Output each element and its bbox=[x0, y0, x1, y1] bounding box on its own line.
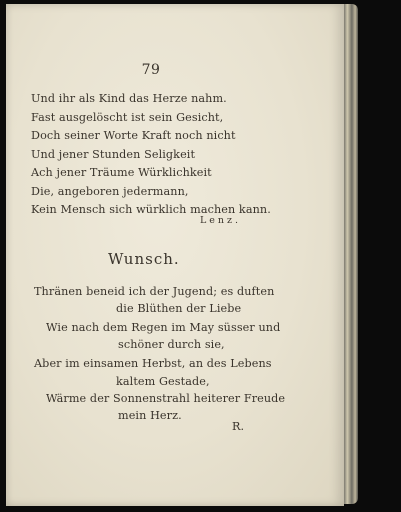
poem2-line: Aber im einsamen Herbst, an des Lebens bbox=[34, 357, 272, 370]
poem1-author: Lenz. bbox=[200, 215, 242, 226]
poem1-line: Kein Mensch sich würklich machen kann. bbox=[31, 203, 271, 216]
page-number: 79 bbox=[141, 62, 161, 78]
poem2-line: Wie nach dem Regen im May süsser und bbox=[46, 321, 281, 334]
poem2-author: R. bbox=[232, 420, 245, 433]
poem1-line: Fast ausgelöscht ist sein Gesicht, bbox=[31, 111, 224, 124]
poem-title: Wunsch. bbox=[108, 250, 180, 268]
poem1-line: Ach jener Träume Würklichkeit bbox=[31, 166, 212, 179]
book-page bbox=[6, 4, 344, 506]
poem1-line: Doch seiner Worte Kraft noch nicht bbox=[31, 129, 236, 142]
poem1-line: Die, angeboren jedermann, bbox=[31, 185, 189, 198]
poem2-line: die Blüthen der Liebe bbox=[116, 302, 242, 315]
poem2-line: Thränen beneid ich der Jugend; es duften bbox=[34, 285, 275, 298]
poem2-line: kaltem Gestade, bbox=[116, 375, 210, 388]
poem1-line: Und ihr als Kind das Herze nahm. bbox=[31, 92, 227, 105]
poem1-line: Und jener Stunden Seligkeit bbox=[31, 148, 196, 161]
poem2-line: mein Herz. bbox=[118, 409, 182, 422]
poem2-line: Wärme der Sonnenstrahl heiterer Freude bbox=[46, 392, 286, 405]
poem2-line: schöner durch sie, bbox=[118, 338, 225, 351]
